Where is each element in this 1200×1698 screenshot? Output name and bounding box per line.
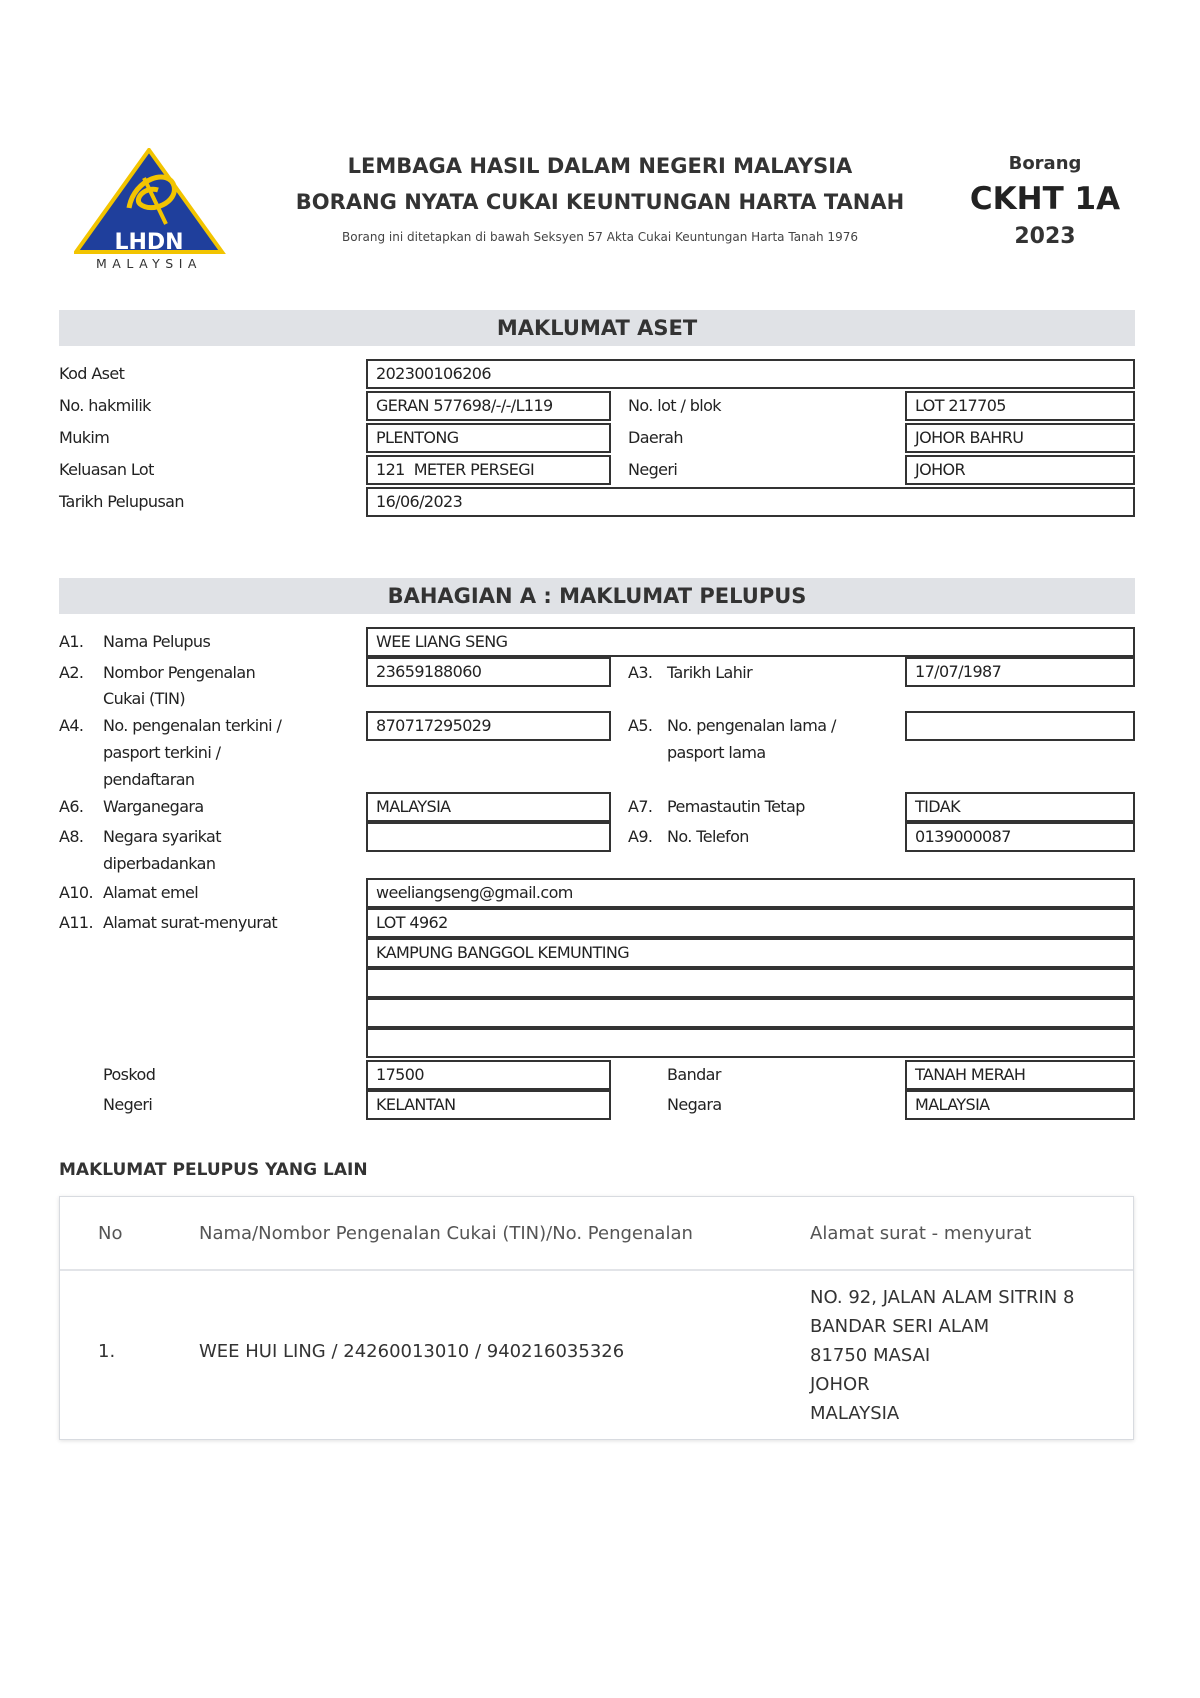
field-alamat-line5[interactable]	[366, 1028, 1135, 1058]
row-alamat-line: 81750 MASAI	[810, 1345, 931, 1366]
borang-label: Borang	[1008, 153, 1082, 174]
form-subtitle: Borang ini ditetapkan di bawah Seksyen 57 Akta Cukai Keuntungan Harta Tanah 1976	[342, 230, 858, 244]
label-no-pengenalan-lama-2: pasport lama	[667, 743, 766, 762]
field-poskod[interactable]: 17500	[366, 1060, 611, 1090]
field-alamat-line4[interactable]	[366, 998, 1135, 1028]
row-alamat	[810, 1283, 1074, 1428]
row-nama: WEE HUI LING / 24260013010 / 940216035326	[199, 1341, 625, 1362]
label-tarikh-lahir: Tarikh Lahir	[667, 663, 753, 682]
row-no: 1.	[98, 1341, 116, 1362]
label-mukim: Mukim	[59, 428, 110, 447]
label-tin-line2: Cukai (TIN)	[103, 689, 185, 708]
field-daerah[interactable]: JOHOR BAHRU	[905, 423, 1135, 453]
label-negeri-aset: Negeri	[628, 460, 678, 479]
field-negara[interactable]: MALAYSIA	[905, 1090, 1135, 1120]
label-keluasan: Keluasan Lot	[59, 460, 154, 479]
col-header-nama: Nama/Nombor Pengenalan Cukai (TIN)/No. Pengenalan	[199, 1223, 693, 1244]
label-negeri-pelupus: Negeri	[103, 1095, 153, 1114]
field-alamat-emel[interactable]: weeliangseng@gmail.com	[366, 878, 1135, 908]
num-a4: A4.	[59, 716, 84, 735]
row-alamat-line: MALAYSIA	[810, 1403, 900, 1424]
pelupus-lain-table	[59, 1196, 1134, 1440]
num-a2: A2.	[59, 663, 84, 682]
field-no-hakmilik[interactable]: GERAN 577698/-/-/L119	[366, 391, 611, 421]
label-no-pengenalan-lama-1: No. pengenalan lama /	[667, 716, 836, 735]
field-no-telefon[interactable]: 0139000087	[905, 822, 1135, 852]
field-kod-aset[interactable]: 202300106206	[366, 359, 1135, 389]
label-alamat-emel: Alamat emel	[103, 883, 199, 902]
label-alamat-surat: Alamat surat-menyurat	[103, 913, 278, 932]
field-no-pengenalan-lama[interactable]	[905, 711, 1135, 741]
form-title: BORANG NYATA CUKAI KEUNTUNGAN HARTA TANAH	[295, 190, 905, 214]
label-no-pengenalan-terkini-2: pasport terkini /	[103, 743, 221, 762]
label-no-telefon: No. Telefon	[667, 827, 749, 846]
num-a1: A1.	[59, 632, 84, 651]
section-bahagian-a: BAHAGIAN A : MAKLUMAT PELUPUS	[59, 578, 1135, 614]
borang-year: 2023	[1014, 224, 1076, 249]
field-tin[interactable]: 23659188060	[366, 657, 611, 687]
svg-text:MALAYSIA: MALAYSIA	[96, 256, 202, 270]
label-pemastautin: Pemastautin Tetap	[667, 797, 805, 816]
num-a8: A8.	[59, 827, 84, 846]
num-a3: A3.	[628, 663, 653, 682]
label-tin-line1: Nombor Pengenalan	[103, 663, 256, 682]
section-pelupus-lain: MAKLUMAT PELUPUS YANG LAIN	[59, 1160, 368, 1180]
label-nama-pelupus: Nama Pelupus	[103, 632, 211, 651]
field-warganegara[interactable]: MALAYSIA	[366, 792, 611, 822]
field-no-lot[interactable]: LOT 217705	[905, 391, 1135, 421]
field-alamat-line2[interactable]: KAMPUNG BANGGOL KEMUNTING	[366, 938, 1135, 968]
label-tarikh-pelupusan: Tarikh Pelupusan	[59, 492, 184, 511]
label-no-lot: No. lot / blok	[628, 396, 721, 415]
col-header-alamat: Alamat surat - menyurat	[810, 1223, 1032, 1244]
label-negara-syarikat-1: Negara syarikat	[103, 827, 221, 846]
field-negeri-aset[interactable]: JOHOR	[905, 455, 1135, 485]
num-a6: A6.	[59, 797, 84, 816]
lhdn-logo	[74, 148, 234, 270]
field-pemastautin[interactable]: TIDAK	[905, 792, 1135, 822]
num-a11: A11.	[59, 913, 93, 932]
field-alamat-line1[interactable]: LOT 4962	[366, 908, 1135, 938]
label-no-pengenalan-terkini-3: pendaftaran	[103, 770, 195, 789]
label-warganegara: Warganegara	[103, 797, 204, 816]
label-bandar: Bandar	[667, 1065, 721, 1084]
field-alamat-line3[interactable]	[366, 968, 1135, 998]
label-kod-aset: Kod Aset	[59, 364, 125, 383]
field-nama-pelupus[interactable]: WEE LIANG SENG	[366, 627, 1135, 657]
field-bandar[interactable]: TANAH MERAH	[905, 1060, 1135, 1090]
row-alamat-line: NO. 92, JALAN ALAM SITRIN 8	[810, 1287, 1075, 1308]
num-a5: A5.	[628, 716, 653, 735]
field-mukim[interactable]: PLENTONG	[366, 423, 611, 453]
field-negara-syarikat[interactable]	[366, 822, 611, 852]
col-header-no: No	[98, 1223, 123, 1244]
agency-title: LEMBAGA HASIL DALAM NEGERI MALAYSIA	[347, 154, 853, 178]
svg-text:LHDN: LHDN	[114, 230, 184, 255]
row-alamat-line: BANDAR SERI ALAM	[810, 1316, 990, 1337]
table-row	[60, 1271, 1133, 1439]
field-keluasan[interactable]: 121 METER PERSEGI	[366, 455, 611, 485]
field-tarikh-pelupusan[interactable]: 16/06/2023	[366, 487, 1135, 517]
borang-code: CKHT 1A	[969, 181, 1121, 217]
label-negara: Negara	[667, 1095, 722, 1114]
section-maklumat-aset: MAKLUMAT ASET	[59, 310, 1135, 346]
label-negara-syarikat-2: diperbadankan	[103, 854, 216, 873]
field-tarikh-lahir[interactable]: 17/07/1987	[905, 657, 1135, 687]
field-negeri-pelupus[interactable]: KELANTAN	[366, 1090, 611, 1120]
label-daerah: Daerah	[628, 428, 683, 447]
row-alamat-line: JOHOR	[810, 1374, 870, 1395]
num-a10: A10.	[59, 883, 93, 902]
field-no-pengenalan-terkini[interactable]: 870717295029	[366, 711, 611, 741]
label-no-hakmilik: No. hakmilik	[59, 396, 151, 415]
num-a7: A7.	[628, 797, 653, 816]
label-no-pengenalan-terkini-1: No. pengenalan terkini /	[103, 716, 282, 735]
label-poskod: Poskod	[103, 1065, 156, 1084]
num-a9: A9.	[628, 827, 653, 846]
